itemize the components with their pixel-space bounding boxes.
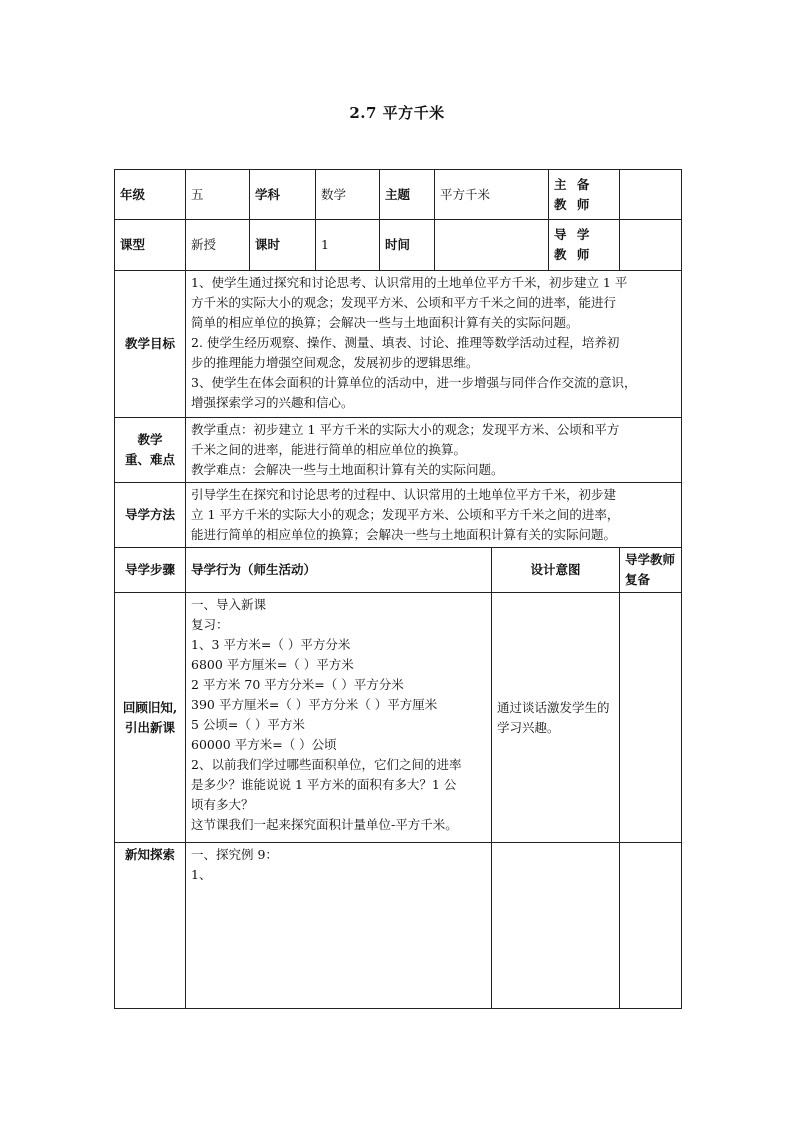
design-column-header: 设计意图: [492, 548, 620, 593]
review-section-label: 回顾旧知,引出新课: [115, 593, 186, 843]
goals-line: 增强探索学习的兴趣和信心。: [191, 395, 354, 410]
goals-row: [115, 271, 682, 418]
time-label: 时间: [380, 220, 435, 271]
method-line: 引导学生在探究和讨论思考的过程中、认识常用的土地单位平方千米，初步建: [191, 487, 617, 502]
key-points-line: 教学难点：会解决一些与土地面积计算有关的实际问题。: [191, 462, 504, 477]
method-line: 立 1 平方千米的实际大小的观念；发现平方米、公顷和平方千米之间的进率，: [191, 507, 620, 522]
method-label: 导学方法: [115, 483, 186, 548]
review-line: 5 公顷=（ ）平方米: [191, 717, 305, 732]
key-points-row: [115, 418, 682, 483]
review-section-design: [492, 593, 620, 843]
explore-line: 一、探究例 9：: [191, 847, 278, 862]
guide-teacher-label: 导 学 教 师: [549, 220, 620, 271]
goals-content: [186, 271, 682, 418]
review-line: 复习：: [191, 617, 229, 632]
goals-line: 2. 使学生经历观察、操作、测量、填表、讨论、推理等数学活动过程，培养初: [191, 335, 620, 350]
document-title: 2.7 平方千米: [349, 104, 445, 122]
subject-label: 学科: [250, 170, 316, 220]
review-line: 2、以前我们学过哪些面积单位，它们之间的进率: [191, 757, 462, 772]
topic-label: 主题: [380, 170, 435, 220]
key-points-label-line1: 教学: [137, 432, 163, 447]
review-design-text: 通过谈话激发学生的学习兴趣。: [497, 699, 610, 735]
header-row-1: [115, 170, 682, 220]
review-line: 60000 平方米=（ ）公顷: [191, 737, 337, 752]
explore-section-row: [115, 843, 682, 1009]
review-line: 390 平方厘米=（ ）平方分米（ ）平方厘米: [191, 697, 438, 712]
key-points-label-line2: 重、难点: [124, 452, 175, 467]
explore-line: 1、: [191, 867, 212, 882]
goals-line: 方千米的实际大小的观念；发现平方米、公顷和平方千米之间的进率，能进行: [191, 295, 617, 310]
topic-value: 平方千米: [435, 170, 549, 220]
lead-teacher-value: [620, 170, 682, 220]
review-line: 是多少？谁能说说 1 平方米的面积有多大？1 公: [191, 777, 457, 792]
goals-line: 步的推理能力增强空间观念，发展初步的逻辑思维。: [191, 355, 479, 370]
goals-line: 1、使学生通过探究和讨论思考、认识常用的土地单位平方千米，初步建立 1 平: [191, 275, 628, 290]
period-value: 1: [316, 220, 380, 271]
period-label: 课时: [250, 220, 316, 271]
steps-column-header: 导学步骤: [115, 548, 186, 593]
grade-label: 年级: [115, 170, 186, 220]
method-content: [186, 483, 682, 548]
goals-label: 教学目标: [115, 271, 186, 418]
explore-section-actions: [186, 843, 492, 1009]
key-points-label: [115, 418, 186, 483]
review-line: 1、3 平方米=（ ）平方分米: [191, 637, 351, 652]
goals-line: 简单的相应单位的换算；会解决一些与土地面积计算有关的实际问题。: [191, 315, 579, 330]
method-line: 能进行简单的相应单位的换算；会解决一些与土地面积计算有关的实际问题。: [191, 527, 617, 542]
goals-line: 3、使学生在体会面积的计算单位的活动中，进一步增强与同伴合作交流的意识，: [191, 375, 637, 390]
review-section-notes: [620, 593, 682, 843]
review-section-actions: [186, 593, 492, 843]
lead-teacher-label: 主 备 教 师: [549, 170, 620, 220]
guide-teacher-value: [620, 220, 682, 271]
key-points-line: 千米之间的进率，能进行简单的相应单位的换算。: [191, 442, 467, 457]
time-value: [435, 220, 549, 271]
lesson-plan-table: [114, 169, 682, 1009]
header-row-2: [115, 220, 682, 271]
grade-value: 五: [186, 170, 250, 220]
explore-section-design: [492, 843, 620, 1009]
review-line: 顷有多大？: [191, 797, 254, 812]
method-row: [115, 483, 682, 548]
review-line: 一、导入新课: [191, 597, 267, 612]
key-points-line: 教学重点：初步建立 1 平方千米的实际大小的观念；发现平方米、公顷和平方: [191, 422, 620, 437]
type-label: 课型: [115, 220, 186, 271]
review-line: 6800 平方厘米=（ ）平方米: [191, 657, 354, 672]
type-value: 新授: [186, 220, 250, 271]
review-section-row: [115, 593, 682, 843]
review-line: 这节课我们一起来探究面积计量单位-平方千米。: [191, 817, 458, 832]
column-header-row: [115, 548, 682, 593]
review-line: 2 平方米 70 平方分米=（ ）平方分米: [191, 677, 404, 692]
key-points-content: [186, 418, 682, 483]
subject-value: 数学: [316, 170, 380, 220]
actions-column-header: 导学行为（师生活动）: [186, 548, 492, 593]
explore-section-notes: [620, 843, 682, 1009]
review-column-header: 导学教师复备: [620, 548, 682, 593]
explore-section-label: 新知探索: [115, 843, 186, 1009]
